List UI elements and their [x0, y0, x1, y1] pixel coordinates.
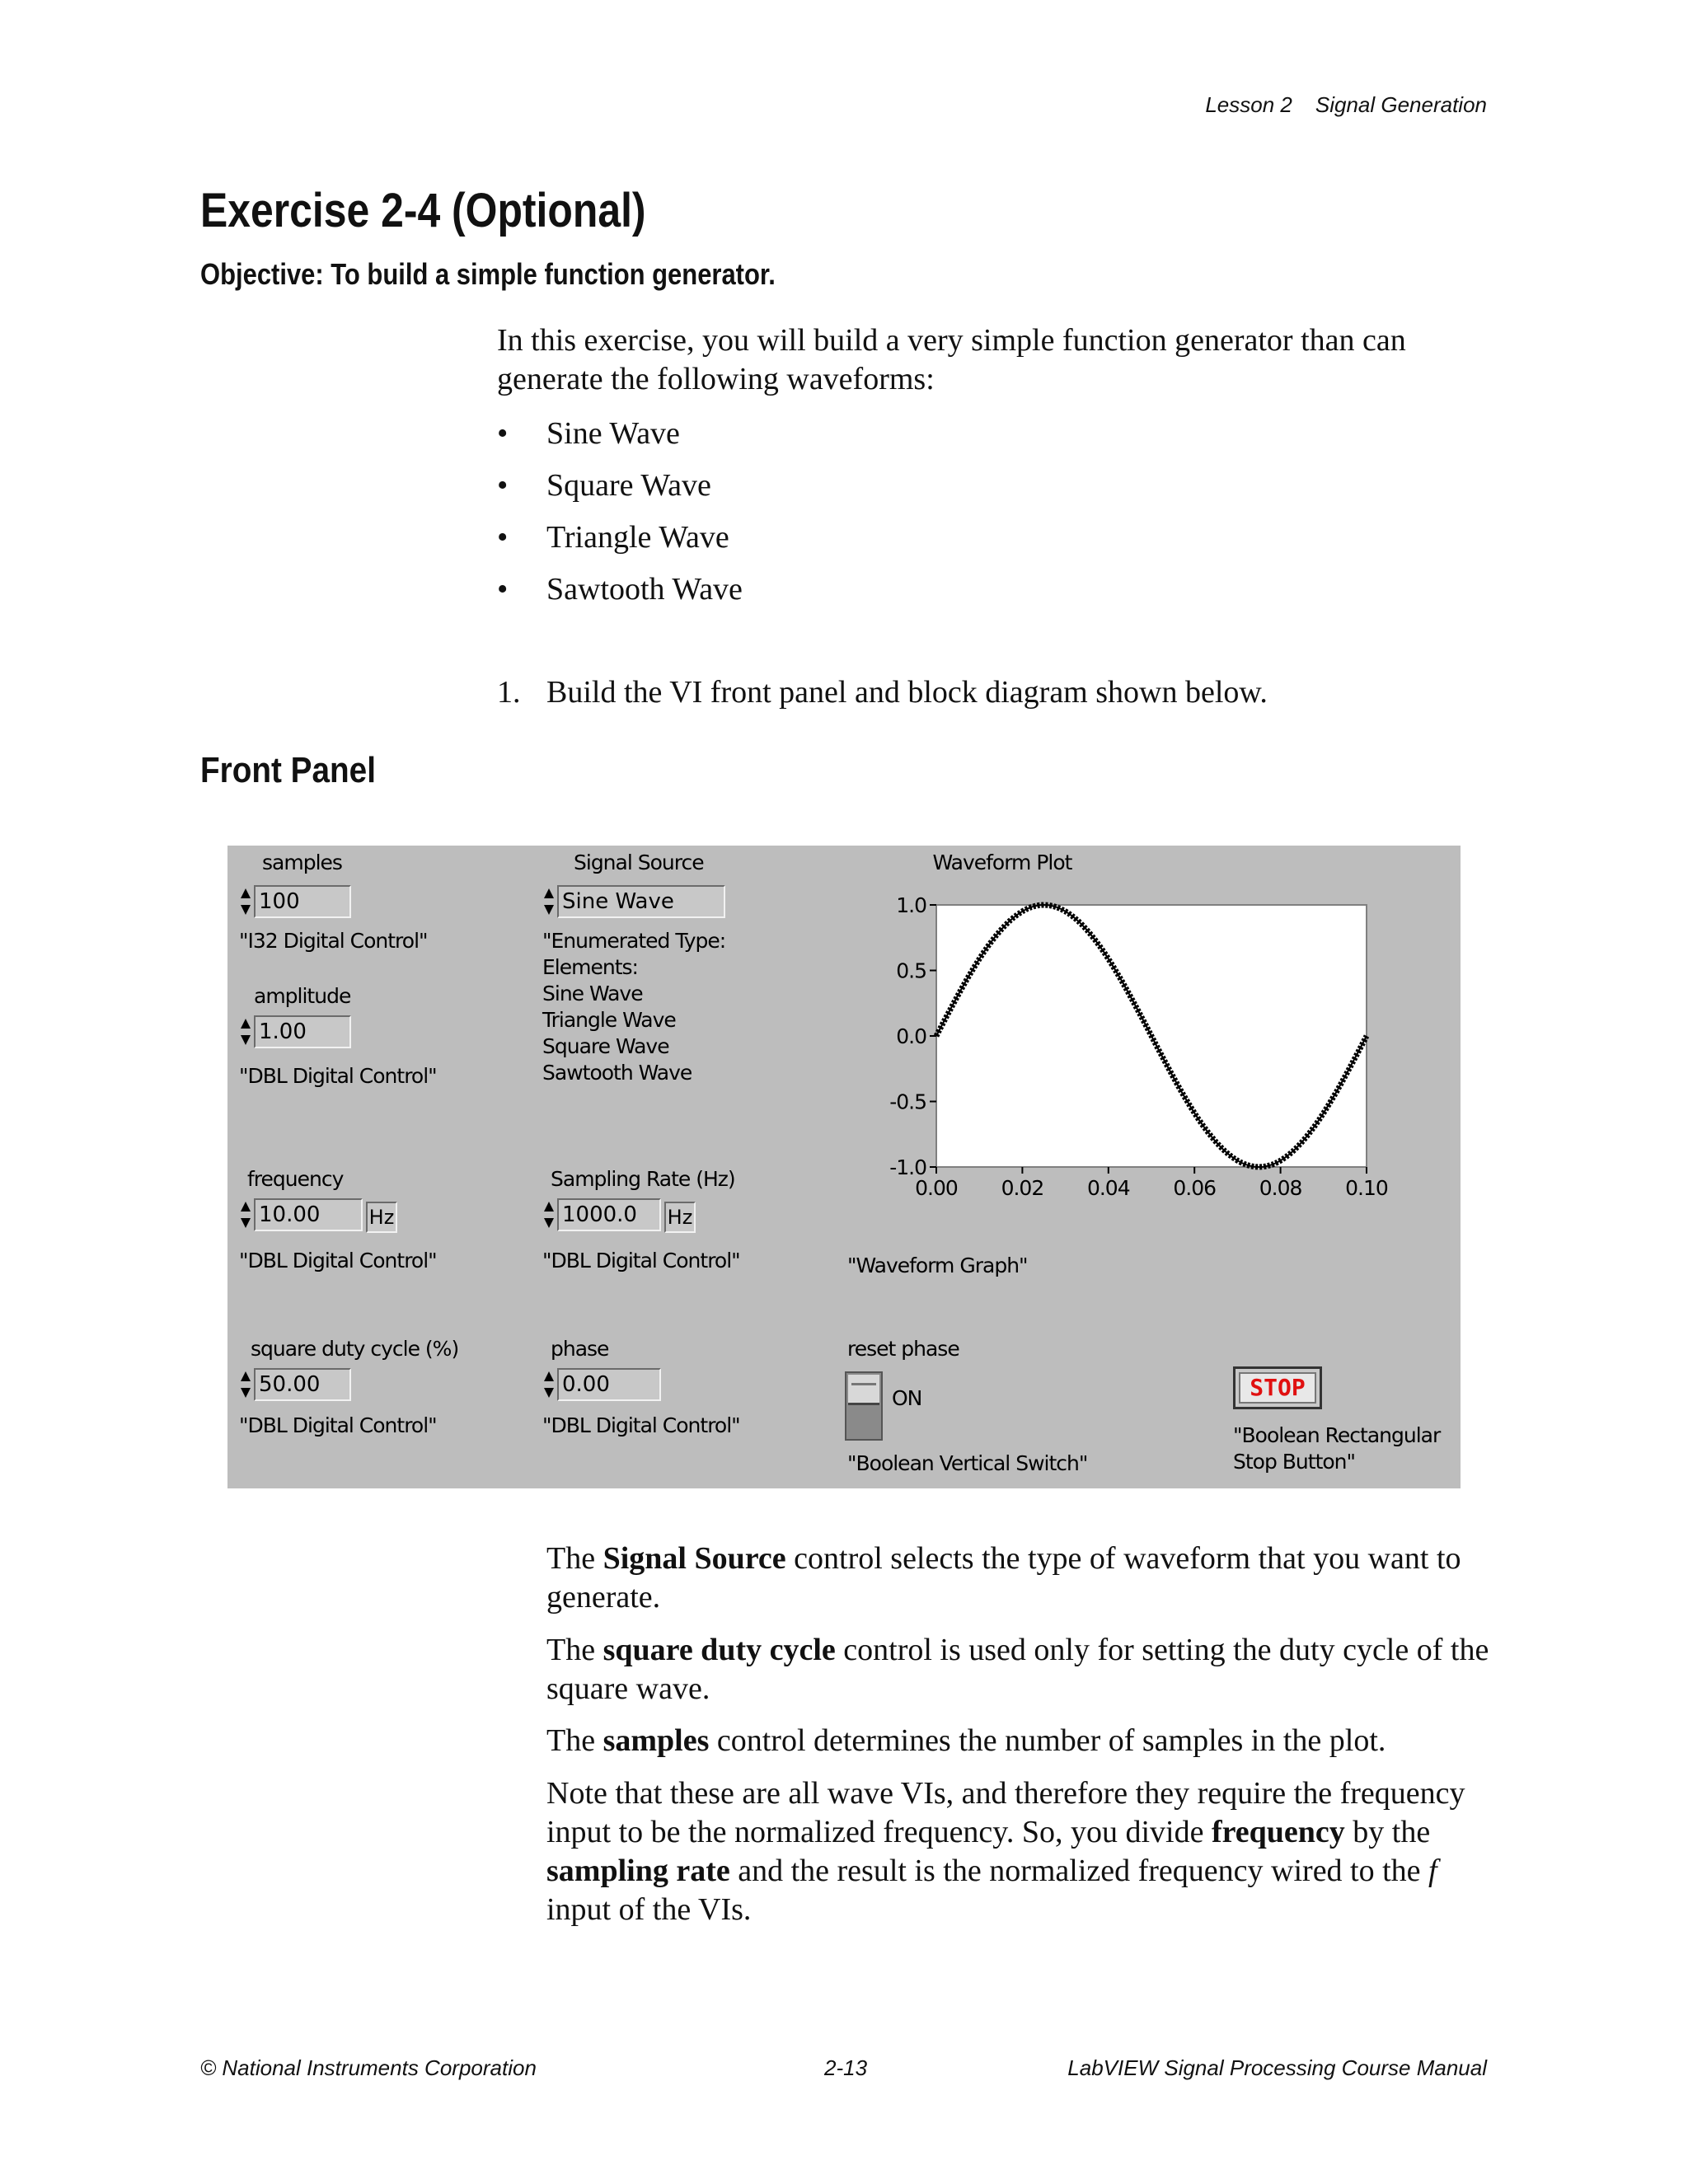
paragraph-bold: square duty cycle — [603, 1633, 836, 1667]
exercise-objective: Objective: To build a simple function generator. — [200, 257, 776, 291]
stop-button-note-line: Stop Button" — [1233, 1450, 1356, 1474]
y-tick-label: -1.0 — [889, 1155, 926, 1179]
footer-page-number: 2-13 — [824, 2055, 868, 2080]
signal-source-note-line: Elements: — [542, 955, 638, 979]
paragraph-text: control is used only for setting the duty cycle of the square wave. — [546, 1633, 1489, 1706]
amplitude-label: amplitude — [254, 984, 351, 1008]
duty-cycle-note: "DBL Digital Control" — [239, 1413, 437, 1437]
signal-source-note-line: Triangle Wave — [542, 1008, 676, 1032]
paragraph-text: control selects the type of waveform that you want to generate. — [546, 1541, 1461, 1615]
sampling-rate-unit: Hz — [664, 1202, 696, 1233]
footer-manual-title: LabVIEW Signal Processing Course Manual — [1067, 2055, 1487, 2080]
stop-button-note-line: "Boolean Rectangular — [1233, 1423, 1441, 1447]
running-header — [1205, 92, 1487, 118]
x-tick-label: 0.00 — [915, 1176, 958, 1200]
paragraph-bold: samples — [603, 1723, 710, 1758]
step-text: Build the VI front panel and block diagram shown below. — [546, 675, 1268, 710]
paragraph-italic: f — [1428, 1854, 1437, 1888]
paragraph-text: The — [546, 1541, 603, 1576]
x-tick-label: 0.08 — [1259, 1176, 1302, 1200]
reset-phase-note: "Boolean Vertical Switch" — [847, 1451, 1088, 1475]
samples-label: samples — [262, 851, 342, 874]
frequency-unit: Hz — [366, 1202, 397, 1233]
amplitude-note: "DBL Digital Control" — [239, 1064, 437, 1088]
switch-lever[interactable] — [848, 1375, 879, 1405]
y-tick-label: 0.5 — [896, 958, 926, 983]
signal-source-note-line: Square Wave — [542, 1034, 669, 1058]
x-tick-label: 0.04 — [1086, 1176, 1130, 1200]
reset-phase-switch[interactable] — [845, 1371, 883, 1441]
graph-title: Waveform Plot — [932, 851, 1072, 874]
y-tick-label: 0.0 — [896, 1024, 926, 1048]
duty-cycle-label: square duty cycle (%) — [251, 1337, 459, 1361]
stop-button-label[interactable]: STOP — [1239, 1372, 1316, 1404]
frequency-value[interactable]: 10.00 — [254, 1198, 363, 1231]
x-tick-label: 0.10 — [1345, 1176, 1388, 1200]
paragraph-signal-source — [546, 1540, 1494, 1617]
signal-source-note-line: "Enumerated Type: — [542, 929, 726, 953]
phase-label: phase — [551, 1337, 609, 1361]
paragraph-text: The — [546, 1723, 603, 1758]
step-number: 1. — [497, 675, 521, 710]
list-item: • Square Wave — [497, 468, 711, 503]
x-tick-label: 0.06 — [1173, 1176, 1217, 1200]
front-panel-figure — [227, 846, 1461, 1488]
sampling-rate-note: "DBL Digital Control" — [542, 1249, 740, 1272]
paragraph-text: Note that these are all wave VIs, and therefore they require the frequency input to be the normalized frequency. So, you divide — [546, 1776, 1465, 1849]
frequency-note: "DBL Digital Control" — [239, 1249, 437, 1272]
sampling-rate-label: Sampling Rate (Hz) — [551, 1167, 735, 1191]
list-item-text: Sawtooth Wave — [546, 572, 743, 607]
list-item-text: Square Wave — [546, 468, 711, 503]
paragraph-text: The — [546, 1633, 603, 1667]
paragraph-text: input of the VIs. — [546, 1892, 752, 1927]
paragraph-bold: frequency — [1211, 1815, 1345, 1849]
sampling-rate-value[interactable]: 1000.0 — [557, 1198, 661, 1231]
phase-note: "DBL Digital Control" — [542, 1413, 740, 1437]
front-panel-heading: Front Panel — [200, 750, 376, 790]
footer-copyright: © National Instruments Corporation — [200, 2055, 537, 2080]
paragraph-samples — [546, 1722, 1494, 1760]
exercise-title: Exercise 2-4 (Optional) — [200, 184, 646, 237]
x-tick-label: 0.02 — [1001, 1176, 1044, 1200]
signal-source-note-line: Sawtooth Wave — [542, 1061, 692, 1085]
list-item-text: Sine Wave — [546, 416, 680, 451]
y-tick-label: -0.5 — [889, 1090, 926, 1114]
reset-phase-state: ON — [892, 1386, 922, 1410]
y-tick-label: 1.0 — [896, 893, 926, 917]
waveform-list — [497, 410, 743, 617]
graph-note: "Waveform Graph" — [847, 1254, 1028, 1277]
samples-note: "I32 Digital Control" — [239, 929, 428, 953]
phase-value[interactable]: 0.00 — [557, 1368, 661, 1401]
stop-button[interactable] — [1233, 1366, 1322, 1409]
paragraph-bold: sampling rate — [546, 1854, 730, 1888]
signal-source-note-line: Sine Wave — [542, 982, 643, 1005]
amplitude-value[interactable]: 1.00 — [254, 1015, 351, 1048]
list-item-text: Triangle Wave — [546, 520, 729, 555]
signal-source-value[interactable]: Sine Wave — [557, 885, 725, 918]
duty-cycle-value[interactable]: 50.00 — [254, 1368, 351, 1401]
reset-phase-label: reset phase — [847, 1337, 959, 1361]
list-item: • Triangle Wave — [497, 520, 729, 555]
list-item: • Sawtooth Wave — [497, 572, 743, 607]
frequency-label: frequency — [247, 1167, 344, 1191]
step-1 — [497, 674, 1268, 710]
header-lesson: Lesson 2 — [1205, 92, 1292, 117]
paragraph-text: and the result is the normalized frequency wired to the — [729, 1854, 1429, 1888]
stop-button-note — [1233, 1422, 1440, 1475]
signal-source-label: Signal Source — [574, 851, 704, 874]
list-item: • Sine Wave — [497, 416, 680, 451]
paragraph-bold: Signal Source — [603, 1541, 786, 1576]
header-section: Signal Generation — [1315, 92, 1487, 117]
samples-value[interactable]: 100 — [254, 885, 351, 918]
paragraph-text: control determines the number of samples in the plot. — [709, 1723, 1386, 1758]
paragraph-normalized-frequency — [546, 1774, 1494, 1929]
intro-paragraph: In this exercise, you will build a very simple function generator than can generate the following waveforms: — [497, 323, 1406, 396]
paragraph-duty-cycle — [546, 1631, 1494, 1708]
paragraph-text: by the — [1344, 1815, 1431, 1849]
